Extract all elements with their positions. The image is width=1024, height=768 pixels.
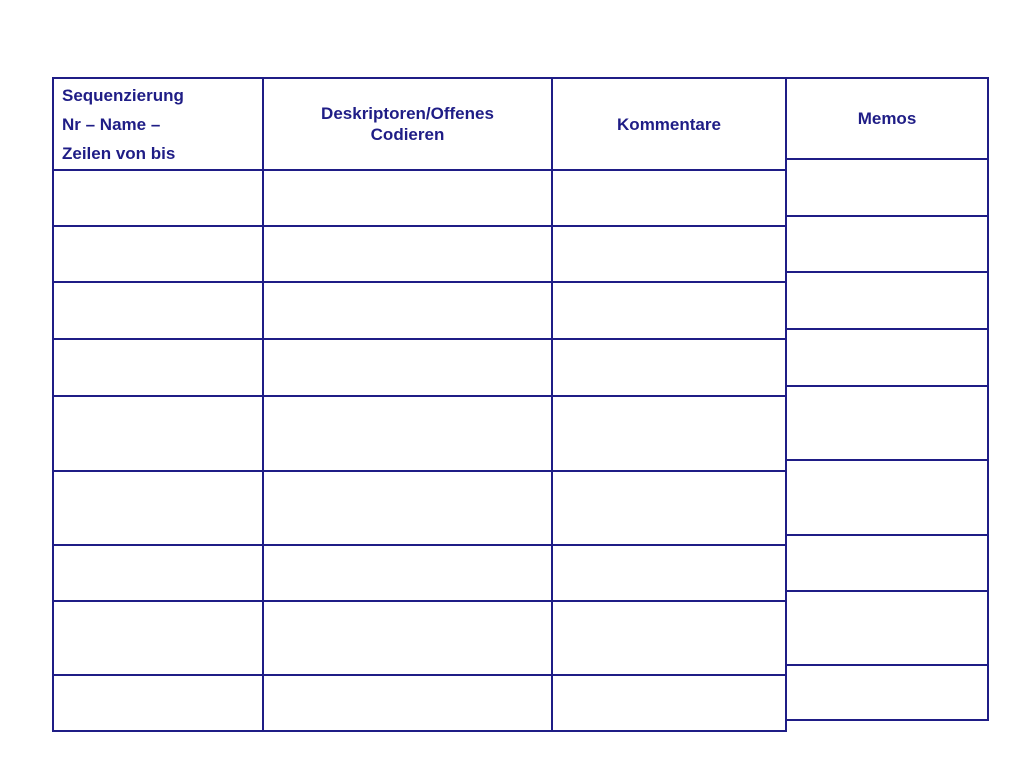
memo-cell[interactable] bbox=[785, 158, 989, 217]
memo-cell[interactable] bbox=[785, 328, 989, 387]
table-cell[interactable] bbox=[551, 169, 787, 227]
table-cell[interactable] bbox=[551, 395, 787, 472]
table-cell[interactable] bbox=[52, 338, 264, 397]
table-cell[interactable] bbox=[551, 600, 787, 676]
table-cell[interactable] bbox=[52, 674, 264, 732]
table-cell[interactable] bbox=[262, 281, 553, 340]
memo-cell[interactable] bbox=[785, 215, 989, 273]
header-memos-text: Memos bbox=[857, 109, 917, 128]
table-cell[interactable] bbox=[52, 600, 264, 676]
header-kommentare-text: Kommentare bbox=[617, 114, 721, 134]
memo-cell[interactable] bbox=[785, 271, 989, 330]
header-line: Zeilen von bis bbox=[62, 144, 176, 163]
table-cell[interactable] bbox=[262, 470, 553, 546]
header-deskriptoren-text bbox=[264, 79, 551, 169]
table-cell[interactable] bbox=[52, 544, 264, 602]
table-cell[interactable] bbox=[551, 338, 787, 397]
table-cell[interactable] bbox=[262, 225, 553, 283]
table-cell[interactable] bbox=[551, 470, 787, 546]
memo-cell[interactable] bbox=[785, 664, 989, 721]
table-cell[interactable] bbox=[262, 395, 553, 472]
header-sequenzierung-text bbox=[62, 81, 257, 168]
table-cell[interactable] bbox=[262, 674, 553, 732]
header-line: Nr – Name – bbox=[62, 115, 161, 134]
table-cell[interactable] bbox=[262, 544, 553, 602]
memo-cell[interactable] bbox=[785, 385, 989, 461]
memo-cell[interactable] bbox=[785, 590, 989, 666]
table-cell[interactable] bbox=[52, 169, 264, 227]
memo-cell[interactable] bbox=[785, 534, 989, 592]
header-line: Sequenzierung bbox=[62, 86, 184, 105]
table-cell[interactable] bbox=[551, 281, 787, 340]
table-cell[interactable] bbox=[551, 544, 787, 602]
table-cell[interactable] bbox=[262, 338, 553, 397]
header-line: Deskriptoren/Offenes bbox=[321, 104, 494, 123]
memo-cell[interactable] bbox=[785, 459, 989, 536]
table-cell[interactable] bbox=[262, 600, 553, 676]
table-cell[interactable] bbox=[52, 470, 264, 546]
table-cell[interactable] bbox=[52, 281, 264, 340]
table-cell[interactable] bbox=[52, 225, 264, 283]
table-cell[interactable] bbox=[262, 169, 553, 227]
table-cell[interactable] bbox=[52, 395, 264, 472]
header-line: Codieren bbox=[370, 125, 445, 144]
table-cell[interactable] bbox=[551, 674, 787, 732]
table-cell[interactable] bbox=[551, 225, 787, 283]
